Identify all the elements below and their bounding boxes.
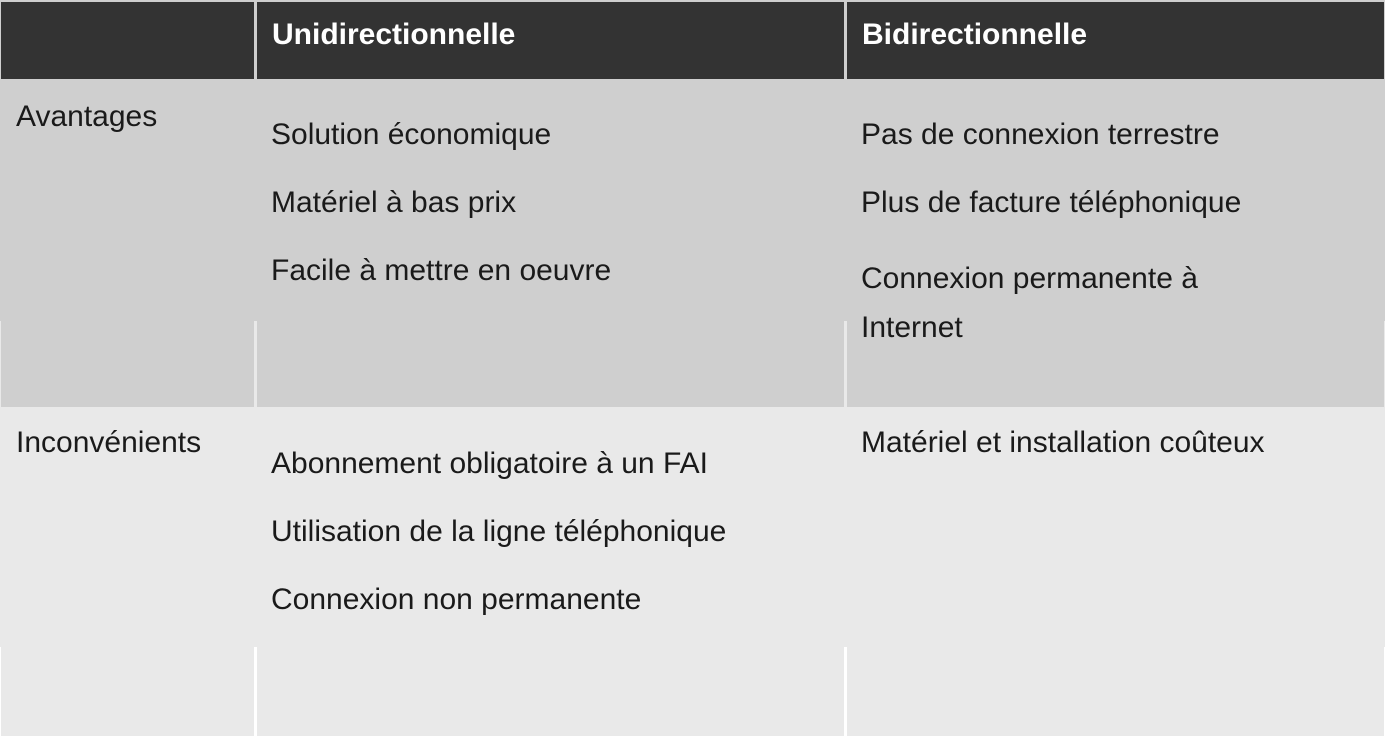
disadvantages-bidirectional-list xyxy=(861,426,1265,494)
disadvantages-unidirectional-cell xyxy=(257,410,844,736)
row-label-advantages: Avantages xyxy=(16,100,158,133)
advantages-bidirectional-cell xyxy=(847,86,1384,407)
header-unidirectional-label: Unidirectionnelle xyxy=(272,18,516,51)
list-item: Solution économique xyxy=(271,118,552,151)
disadvantages-unidirectional-list xyxy=(271,447,726,651)
header-unidirectional-cell xyxy=(257,2,844,79)
list-item: Matériel à bas prix xyxy=(271,186,517,219)
header-bidirectional-cell xyxy=(847,2,1384,79)
list-item: Utilisation de la ligne téléphonique xyxy=(271,515,727,548)
disadvantages-bidirectional-cell xyxy=(847,410,1384,736)
row-label-disadvantages: Inconvénients xyxy=(16,426,202,459)
header-corner-cell xyxy=(1,2,254,79)
advantages-bidirectional-list xyxy=(861,118,1291,371)
list-item: Connexion non permanente xyxy=(271,583,642,616)
list-item: Matériel et installation coûteux xyxy=(861,426,1265,459)
row-label-cell-advantages xyxy=(1,86,254,407)
list-item: Facile à mettre en oeuvre xyxy=(271,254,612,287)
list-item: Plus de facture téléphonique xyxy=(861,186,1242,219)
advantages-unidirectional-list xyxy=(271,118,611,322)
header-bidirectional-label: Bidirectionnelle xyxy=(862,18,1088,51)
list-item: Pas de connexion terrestre xyxy=(861,118,1220,151)
list-item: Connexion permanente à Internet xyxy=(861,262,1198,344)
advantages-unidirectional-cell xyxy=(257,86,844,407)
list-item: Abonnement obligatoire à un FAI xyxy=(271,447,708,480)
row-label-cell-disadvantages xyxy=(1,410,254,736)
